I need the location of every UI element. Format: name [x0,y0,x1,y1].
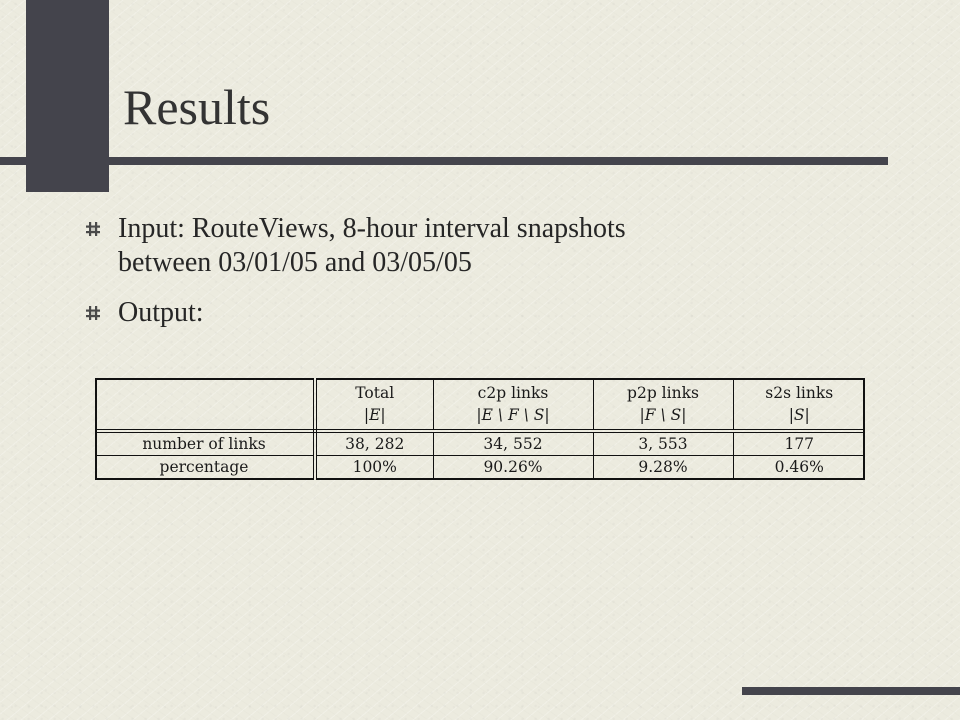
slide-title: Results [123,79,271,135]
column-header-s2s: s2s links [733,379,865,404]
table-cell: 177 [733,431,865,456]
bullet-item-input [85,212,905,280]
column-formula-s2s: |S| [733,404,865,431]
bottom-rule [742,687,960,695]
results-table [95,378,865,480]
table-cell: 90.26% [433,456,593,480]
table-header-row [95,379,865,404]
bullet-list [85,212,905,346]
table-cell: 9.28% [593,456,733,480]
row-label: percentage [95,456,315,480]
column-header-c2p: c2p links [433,379,593,404]
table-row [95,456,865,480]
bullet-text: Output: [118,297,204,328]
bullet-item-output [85,296,905,330]
bullet-text-line-1: Input: RouteViews, 8-hour interval snapshots [118,213,626,244]
bullet-text-line-2: between 03/01/05 and 03/05/05 [118,247,472,278]
hash-bullet-icon [85,305,101,321]
table-cell: 0.46% [733,456,865,480]
table-cell: 38, 282 [315,431,433,456]
column-formula-c2p: |E \ F \ S| [433,404,593,431]
header-empty-cell [95,379,315,404]
title-rule [0,157,888,165]
subheader-empty-cell [95,404,315,431]
column-header-p2p: p2p links [593,379,733,404]
hash-bullet-icon [85,221,101,237]
table-cell: 100% [315,456,433,480]
table-row [95,431,865,456]
table-cell: 34, 552 [433,431,593,456]
column-formula-p2p: |F \ S| [593,404,733,431]
row-label: number of links [95,431,315,456]
table-cell: 3, 553 [593,431,733,456]
table-subheader-row [95,404,865,431]
column-header-total: Total [315,379,433,404]
column-formula-total: |E| [315,404,433,431]
